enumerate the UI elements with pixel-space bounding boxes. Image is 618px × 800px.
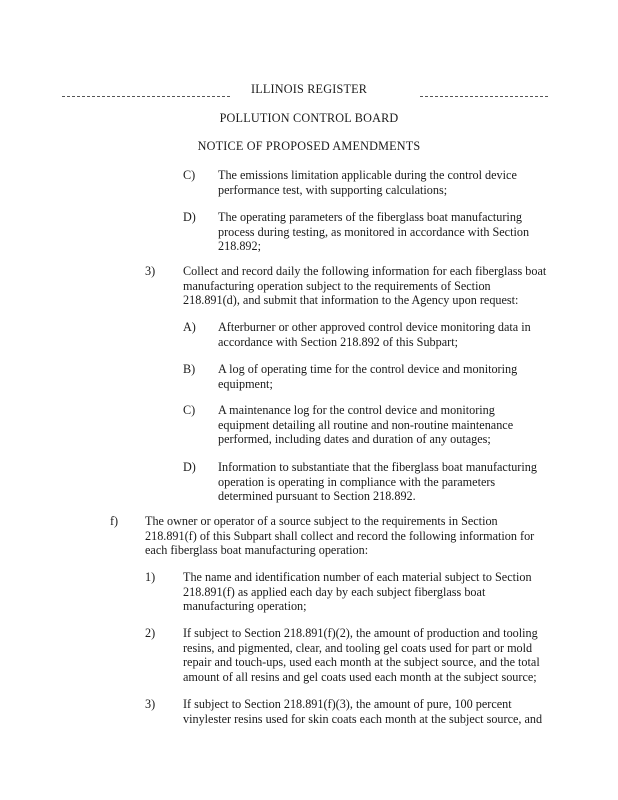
list-item-label: D) — [183, 460, 196, 474]
list-item-label: B) — [183, 362, 196, 376]
register-title: ILLINOIS REGISTER — [250, 82, 368, 96]
list-item-label: C) — [183, 168, 196, 182]
list-item-text: If subject to Section 218.891(f)(3), the amount of pure, 100 percent vinylester resins used for skin coats each month at the subject source, and — [183, 697, 543, 726]
list-item-label: 3) — [145, 264, 156, 278]
list-item-label: f) — [110, 514, 119, 528]
list-item-text: The operating parameters of the fiberglass boat manufacturing process during testing, as monitored in accordance with Section 218.892; — [218, 210, 530, 254]
list-item-label: 1) — [145, 570, 156, 584]
notice-title: NOTICE OF PROPOSED AMENDMENTS — [197, 139, 421, 153]
list-item-text: The owner or operator of a source subject to the requirements in Section 218.891(f) of this Subpart shall collect and record the following information for each fiberglass boat manufacturing operation: — [145, 514, 535, 558]
list-item-text: Collect and record daily the following information for each fiberglass boat manufacturing operation subject to the requirements of Section 218.891(d), and submit that information to the Agency upon request: — [183, 264, 547, 308]
list-item-text: The emissions limitation applicable during the control device performance test, with supporting calculations; — [218, 168, 517, 197]
list-item-label: D) — [183, 210, 196, 224]
list-item-label: 3) — [145, 697, 156, 711]
list-item-text: If subject to Section 218.891(f)(2), the amount of production and tooling resins, and pigmented, clear, and tooling gel coats used for part or mold repair and touch-ups, used each month at the subject source, and the total amount of all resins and gel coats used each month at the subject source; — [183, 626, 540, 684]
list-item-text: Information to substantiate that the fiberglass boat manufacturing operation is operating in compliance with the parameters determined pursuant to Section 218.892. — [218, 460, 537, 504]
list-item-text: The name and identification number of each material subject to Section 218.891(f) as applied each day by each subject fiberglass boat manufacturing operation; — [183, 570, 532, 614]
list-item-text: Afterburner or other approved control device monitoring data in accordance with Section 218.892 of this Subpart; — [218, 320, 531, 349]
list-item-label: C) — [183, 403, 196, 417]
board-title: POLLUTION CONTROL BOARD — [219, 111, 399, 125]
list-item-text: A log of operating time for the control device and monitoring equipment; — [218, 362, 518, 391]
list-item-label: A) — [183, 320, 196, 334]
list-item-text: A maintenance log for the control device and monitoring equipment detailing all routine and non-routine maintenance performed, including dates and duration of any outages; — [218, 403, 514, 447]
list-item-label: 2) — [145, 626, 156, 640]
